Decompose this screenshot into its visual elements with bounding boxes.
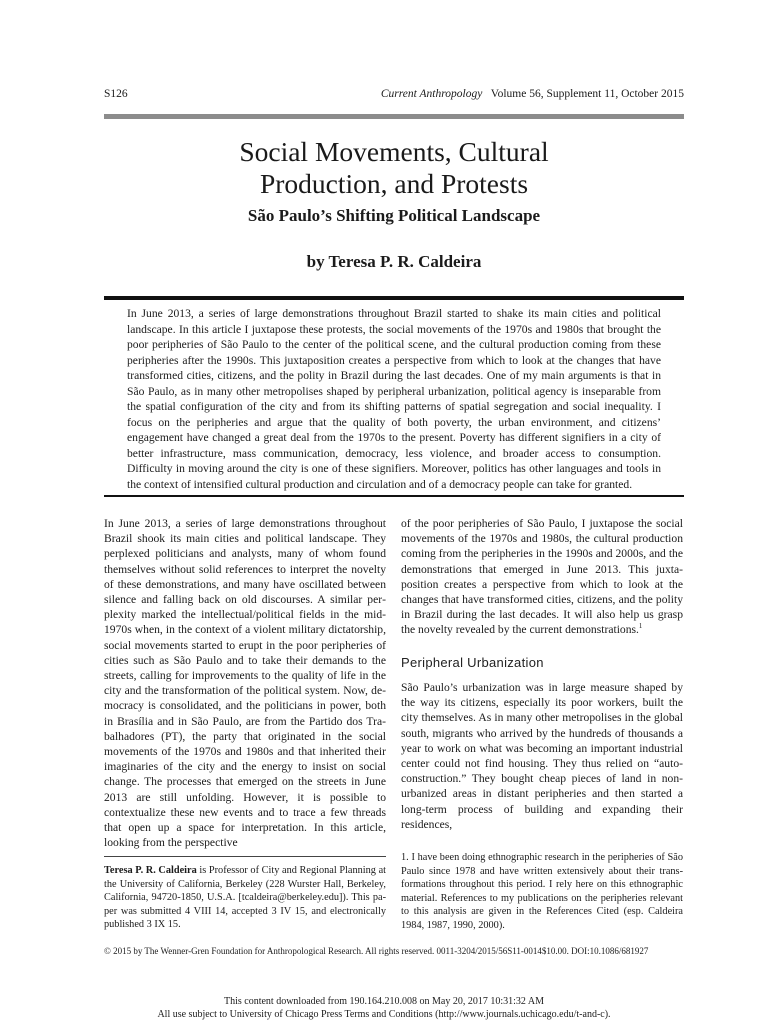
body-paragraph: of the poor peripheries of São Paulo, I juxtapose the social movements of the 1970s and 1980s, the cultural production coming from the peripheries in the 1990s and 2000s, and the demonstrations that emerged in June 2013. This juxtaposition creates a perspective from which to look at the changes that have transformed cities, citizens, and the polity in Brazil during the last decades. It will also help us grasp the novelty revealed by the current demonstrations. xyxy=(401,517,683,637)
title-line: Social Movements, Cultural xyxy=(239,136,549,167)
body-column-right-intro xyxy=(401,516,683,638)
author-note-text: is Professor of City and Regional Planning at the University of California, Berkeley (228 Wurster Hall, Berkeley, California, 94720-1850, U.S.A. [tcaldeira@berkeley.edu]). This paper was submitted 4 VIII 14, accepted 3 IV 15, and electronically published 3 IX 15. xyxy=(104,865,387,931)
download-notice xyxy=(0,995,768,1021)
article-title xyxy=(104,136,684,200)
footnote-rule xyxy=(104,856,386,857)
issue-info: Volume 56, Supplement 11, October 2015 xyxy=(490,88,684,100)
abstract-bottom-rule xyxy=(104,495,684,497)
footnote-ref[interactable]: 1 xyxy=(638,622,643,631)
section-heading: Peripheral Urbanization xyxy=(401,655,544,670)
article-subtitle: São Paulo’s Shifting Political Landscape xyxy=(247,206,541,225)
body-column-right-section: São Paulo’s urbanization was in large measure shaped by the way its citizens, especially its poor workers, built the city themselves. As in many other metropolises in the global south, migrants who arrived by the hundreds of thousands a year to work on what was becoming an important industrial center could not find housing. They thus relied on “autoconstruction.” They bought cheap pieces of land in nonurbanized areas in distant peripheries and then started a long-term process of building and expanding their residences, xyxy=(401,681,683,831)
copyright-line: © 2015 by The Wenner-Gren Foundation for Anthropological Research. All rights reserved. 0011-3204/2015/56S11-0014$10.00. DOI:10.1086/681927 xyxy=(104,946,649,956)
terms-line[interactable]: All use subject to University of Chicago Press Terms and Conditions (http://www.journals.uchicago.edu/t-and-c). xyxy=(157,1009,611,1020)
footnote: 1. I have been doing ethnographic research in the peripheries of São Paulo since 1978 and have written extensively about their transformations throughout this period. I rely here on this ethnographic material. References to my publications on the peripheries relevant to this analysis are given in the References Cited (esp. Caldeira 1984, 1987, 1990, 2000). xyxy=(401,852,683,931)
abstract: In June 2013, a series of large demonstrations throughout Brazil started to shake its main cities and political landscape. In this article I juxtapose these protests, the social movements of the 1970s and 1980s that brought the poor peripheries of São Paulo to the center of the political scene, and the cultural production coming from these peripheries after the 1990s. This juxtaposition creates a perspective from which to look at the changes that have transformed cities, citizens, and the polity in Brazil during the last decades. One of my main arguments is that in São Paulo, as in many other metropolises shaped by peripheral urbanization, political agency is inseparable from the spatial configuration of the city and from its shifting patterns of spatial segregation and social inequality. I focus on the peripheries and argue that the quality of both poverty, the urban environment, and citizens’ engagement have changed a great deal from the 1970s to the present. Poverty has different signifiers in a city of better infrastructure, mass communication, democracy, less violence, and broader access to consumption. Difficulty in moving around the city is one of these signifiers. Moreover, politics has other languages and tools in the context of intensified cultural production and circulation and of a democracy people can take for granted. xyxy=(127,307,661,492)
page-number: S126 xyxy=(104,88,128,100)
header-rule xyxy=(104,114,684,119)
author-note xyxy=(104,864,386,932)
abstract-top-rule xyxy=(104,296,684,300)
download-line: This content downloaded from 190.164.210.008 on May 20, 2017 10:31:32 AM xyxy=(224,996,544,1007)
journal-name: Current Anthropology xyxy=(380,88,483,100)
byline: by Teresa P. R. Caldeira xyxy=(306,252,482,271)
title-line: Production, and Protests xyxy=(259,168,529,199)
body-column-left: In June 2013, a series of large demonstrations throughout Brazil shook its main cities and political landscape. They perplexed politicians and analysts, many of whom found themselves without solid references to interpret the novelty of these demonstrations, and many have oscillated between silence and falling back on old discourses. A similar perplexity marked the intellectual/political fields in the mid-1970s when, in the context of a violent military dictatorship, social movements started to erupt in the poor peripheries of cities such as São Paulo and to take their demands to the streets, calling for improvements to the quality of life in the city and the transformation of the political system. Now, democracy is consolidated, and the politicians in power, both in Brasília and in São Paulo, are from the Partido dos Trabalhadores (PT), the party that originated in the social movements of the 1970s and 1980s and that inherited their imaginaries of the city and the energy to insist on social change. The processes that emerged on the streets in June 2013 are still unfolding. However, it is possible to contextualize these new events and to trace a few threads that open up a space for interpretation. In this article, looking from the perspective xyxy=(104,517,386,850)
running-header xyxy=(381,88,684,100)
author-name: Teresa P. R. Caldeira xyxy=(104,865,197,876)
